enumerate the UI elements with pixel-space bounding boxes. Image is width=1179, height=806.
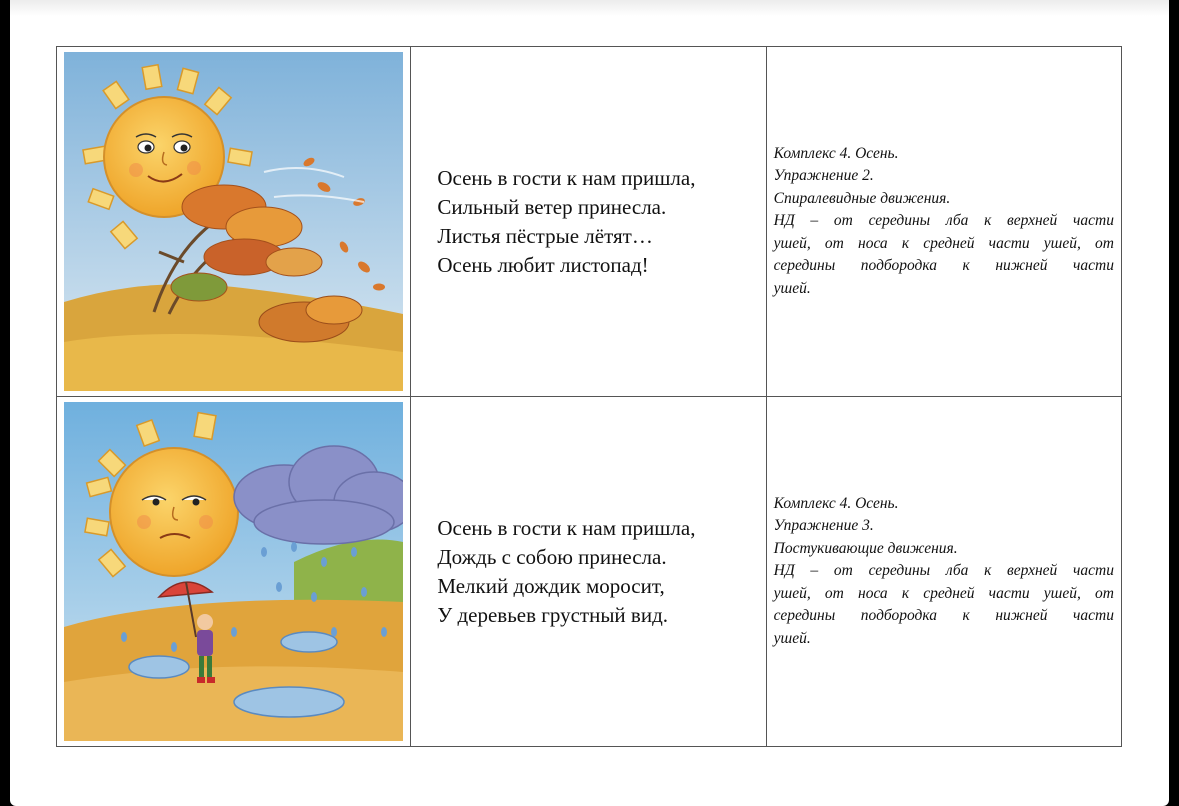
movement-type: Постукивающие движения.: [773, 539, 958, 557]
poem-line: Листья пёстрые лётят…: [437, 223, 653, 248]
instruction-line: НД – от середины лба к верхней части: [773, 212, 1114, 230]
poem-line: Осень в гости к нам пришла,: [437, 165, 696, 190]
table-row: [57, 397, 1122, 747]
illustration-cell: [57, 397, 411, 747]
instruction-line: ушей, от носа к средней части ушей, от: [773, 234, 1114, 252]
poem-line: Сильный ветер принесла.: [437, 194, 667, 219]
poem-cell: [411, 397, 766, 747]
instruction-line: середины подбородка к нижней части: [773, 607, 1114, 625]
instruction-line: НД – от середины лба к верхней части: [773, 562, 1114, 580]
poem-line: Дождь с собою принесла.: [437, 544, 667, 569]
poem-line: У деревьев грустный вид.: [437, 602, 669, 627]
windy-autumn-sun-icon: [64, 52, 403, 391]
poem: [437, 164, 765, 280]
instruction-line: ушей.: [773, 629, 811, 647]
instruction-line: ушей.: [773, 279, 811, 297]
exercise-number: Упражнение 3.: [773, 517, 874, 535]
complex-title: Комплекс 4. Осень.: [773, 144, 899, 162]
instruction-line: середины подбородка к нижней части: [773, 257, 1114, 275]
rainy-autumn-sun-icon: [64, 402, 403, 741]
table-row: [57, 47, 1122, 397]
exercise-note-cell: [766, 397, 1121, 747]
document-page: [10, 0, 1169, 806]
page-top-shadow: [10, 0, 1169, 16]
movement-type: Спиралевидные движения.: [773, 189, 951, 207]
exercise-note: [774, 493, 1114, 651]
illustration-cell: [57, 47, 411, 397]
exercise-note: [774, 143, 1114, 301]
instruction-line: ушей, от носа к средней части ушей, от: [773, 584, 1114, 602]
exercise-note-cell: [766, 47, 1121, 397]
complex-title: Комплекс 4. Осень.: [773, 494, 899, 512]
poem: [437, 514, 765, 630]
exercise-table: [56, 46, 1122, 747]
poem-line: Мелкий дождик моросит,: [437, 573, 665, 598]
poem-line: Осень любит листопад!: [437, 252, 649, 277]
poem-cell: [411, 47, 766, 397]
poem-line: Осень в гости к нам пришла,: [437, 515, 696, 540]
exercise-number: Упражнение 2.: [773, 167, 874, 185]
